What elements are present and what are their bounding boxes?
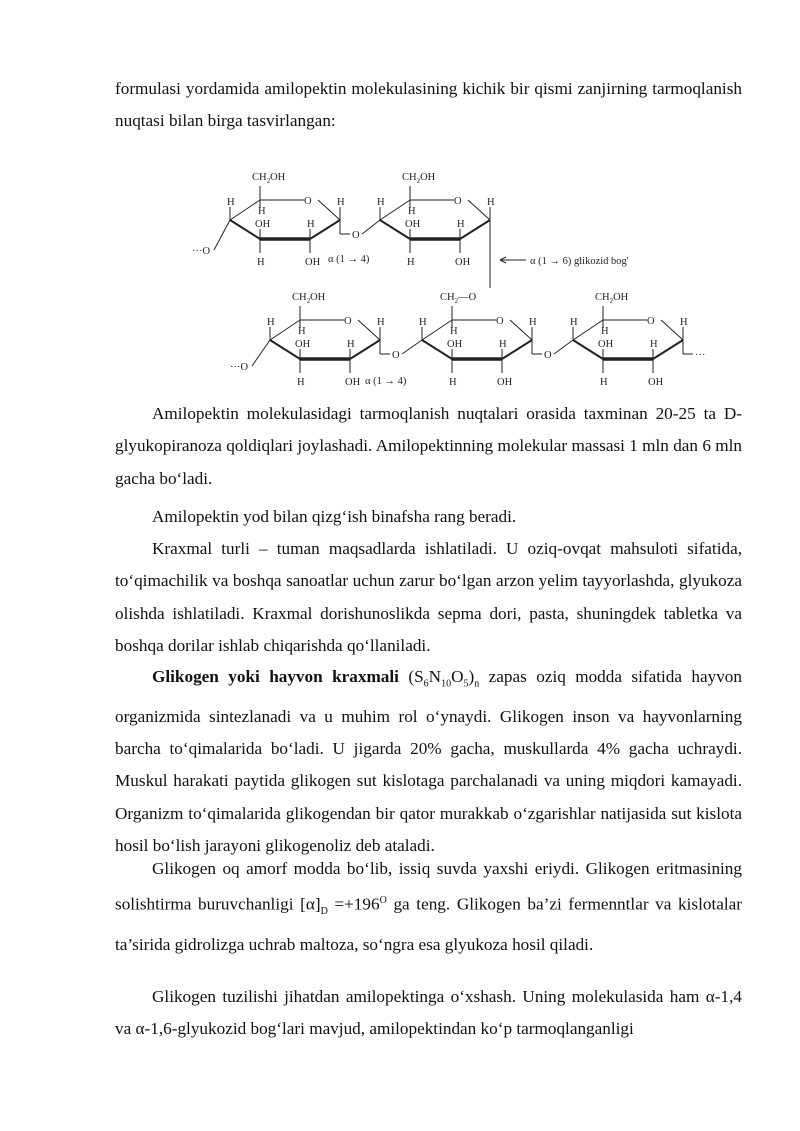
chain-link [252,340,270,366]
chain-link [214,220,230,250]
ring-2-c1-h: H [487,197,495,208]
glycosidic-link [402,340,422,354]
glycosidic-link [362,220,380,234]
ring-3-ch2oh: $CH_2OH$ [292,292,326,305]
ring-2-c2-h: H [457,219,465,230]
ring-2-c3-oh: OH [405,219,421,230]
ring-5-ring-oxygen: O [647,316,655,327]
ring-3-c5-h: H [298,326,306,337]
ring-1-c2-h: H [307,219,315,230]
intro-paragraph: formulasi yordamida amilopektin molekulasining kichik bir qismi zanjirning tarmoqlanish nuqtasi bilan birga tasvirlangan: [115,79,742,131]
ring-3-ring-oxygen: O [344,316,352,327]
paragraph-glycogen-structure: Glikogen tuzilishi jihatdan amilopektinga o‘xshash. Uning molekulasida ham α-1,4 va α-1,6-glyukozid bog‘lari mavjud, amilopektindan ko‘p tarmoqlanganligi [115,987,742,1039]
ring-2-c3-h: H [407,257,415,268]
ring-1-ring-oxygen: O [304,196,312,207]
ring-3-c2-oh: OH [345,377,361,388]
ring-4-c5-h: H [450,326,458,337]
ring-1-c4-h: H [227,197,235,208]
ring-5-c1-h: H [680,317,688,328]
ring-5-c2-h: H [650,339,658,350]
glycosidic-oxygen-bottom-1: O [392,350,400,361]
ring-2-ch2oh: $CH_2OH$ [402,172,436,185]
paragraph-glycogen [115,661,742,862]
paragraph-branching: Amilopektin molekulasidagi tarmoqlanish nuqtalari orasida taxminan 20-25 ta D-glyukopiranoza qoldiqlari joylashadi. Amilopektinning molekular massasi 1 mln dan 6 mln gacha bo‘ladi. [115,404,742,488]
ring-1-c2-oh: OH [305,257,321,268]
ring-4-c2-oh: OH [497,377,513,388]
ring-5-c2-oh: OH [648,377,664,388]
amylopectin-structure-figure [190,172,710,397]
ring-4-c3-oh: OH [447,339,463,350]
ring-4-c1-h: H [529,317,537,328]
glycosidic-oxygen-top: O [352,230,360,241]
bond-label-1-4-top: α (1 → 4) [328,254,370,265]
ring-5-c4-h: H [570,317,578,328]
bond-label-1-4-bottom: α (1 → 4) [365,376,407,387]
ring-4-c4-h: H [419,317,427,328]
paragraph-starch-uses: Kraxmal turli – tuman maqsadlarda ishlatiladi. U oziq-ovqat mahsuloti sifatida, to‘qimachilik va boshqa sanoatlar uchun zarur bo‘lgan arzon yelim tayyorlashda, glyukoza olishda ishlatiladi. Kraxmal dorishunoslikda sepma dori, pasta, shuningdek tabletka va boshqa dorilar ishlab chiqarishda qo‘llaniladi. [115,539,742,655]
glycogen-formula: $(S_6N_{10}O_5)_n$ [408,667,480,690]
ring-2-ring-oxygen: O [454,196,462,207]
ring-2-c5-h: H [408,206,416,217]
bond-label-1-6: α (1 → 6) glikozid bog' [530,256,629,267]
ring-1-ch2oh: $CH_2OH$ [252,172,286,185]
ring-1-c3-oh: OH [255,219,271,230]
ring-5-c3-h: H [600,377,608,388]
ring-4-c3-h: H [449,377,457,388]
ring-1-c1-h: H [337,197,345,208]
chain-end-bottom: ··· [695,350,706,361]
glycosidic-link [554,340,573,354]
ring-4-ch2-bridge: $CH_2—O$ [440,292,477,305]
ring-1-c5-h: H [258,206,266,217]
glycogen-term: Glikogen yoki hayvon kraxmali [152,667,399,686]
ring-3-c3-oh: OH [295,339,311,350]
ring-5-ch2oh: $CH_2OH$ [595,292,629,305]
glycogen-description: zapas oziq modda sifatida hayvon organizmida sintezlanadi va u muhim rol o‘ynaydi. Glikogen inson va hayvonlarning barcha to‘qimalarida bo‘ladi. U jigarda 20% gacha, muskullarda 4% gacha uchraydi. Muskul harakati paytida glikogen sut kislotaga parchalanadi va uning miqdori kamayadi. Organizm to‘qimalarida glikogendan bir qator murakkab o‘zgarishlar natijasida sut kislota hosil bo‘lish jarayoni glikogenoliz deb ataladi. [115,667,742,855]
ring-3-c4-h: H [267,317,275,328]
ring-5-c3-oh: OH [598,339,614,350]
ring-2-c2-oh: OH [455,257,471,268]
ring-4-c2-h: H [499,339,507,350]
amylopectin-structure-diagram [190,172,710,397]
ring-4-ring-oxygen: O [496,316,504,327]
ring-5-c5-h: H [601,326,609,337]
ring-3-c3-h: H [297,377,305,388]
paragraph-glycogen-properties: Glikogen oq amorf modda bo‘lib, issiq suvda yaxshi eriydi. Glikogen eritmasining solishtirma buruvchanligi $[\alpha]_D =+196^O$ ga teng. Glikogen ba’zi fermenntlar va kislotalar ta’sirida gidrolizga uchrab maltoza, so‘ngra esa glyukoza hosil qiladi. [115,859,742,954]
chain-start-top: ···O [192,246,211,257]
chain-start-bottom: ···O [230,362,249,373]
paragraph-iodine: Amilopektin yod bilan qizg‘ish binafsha rang beradi. [152,507,517,526]
glycosidic-oxygen-bottom-2: O [544,350,552,361]
ring-3-c2-h: H [347,339,355,350]
ring-1-c3-h: H [257,257,265,268]
ring-2-c4-h: H [377,197,385,208]
ring-3-c1-h: H [377,317,385,328]
